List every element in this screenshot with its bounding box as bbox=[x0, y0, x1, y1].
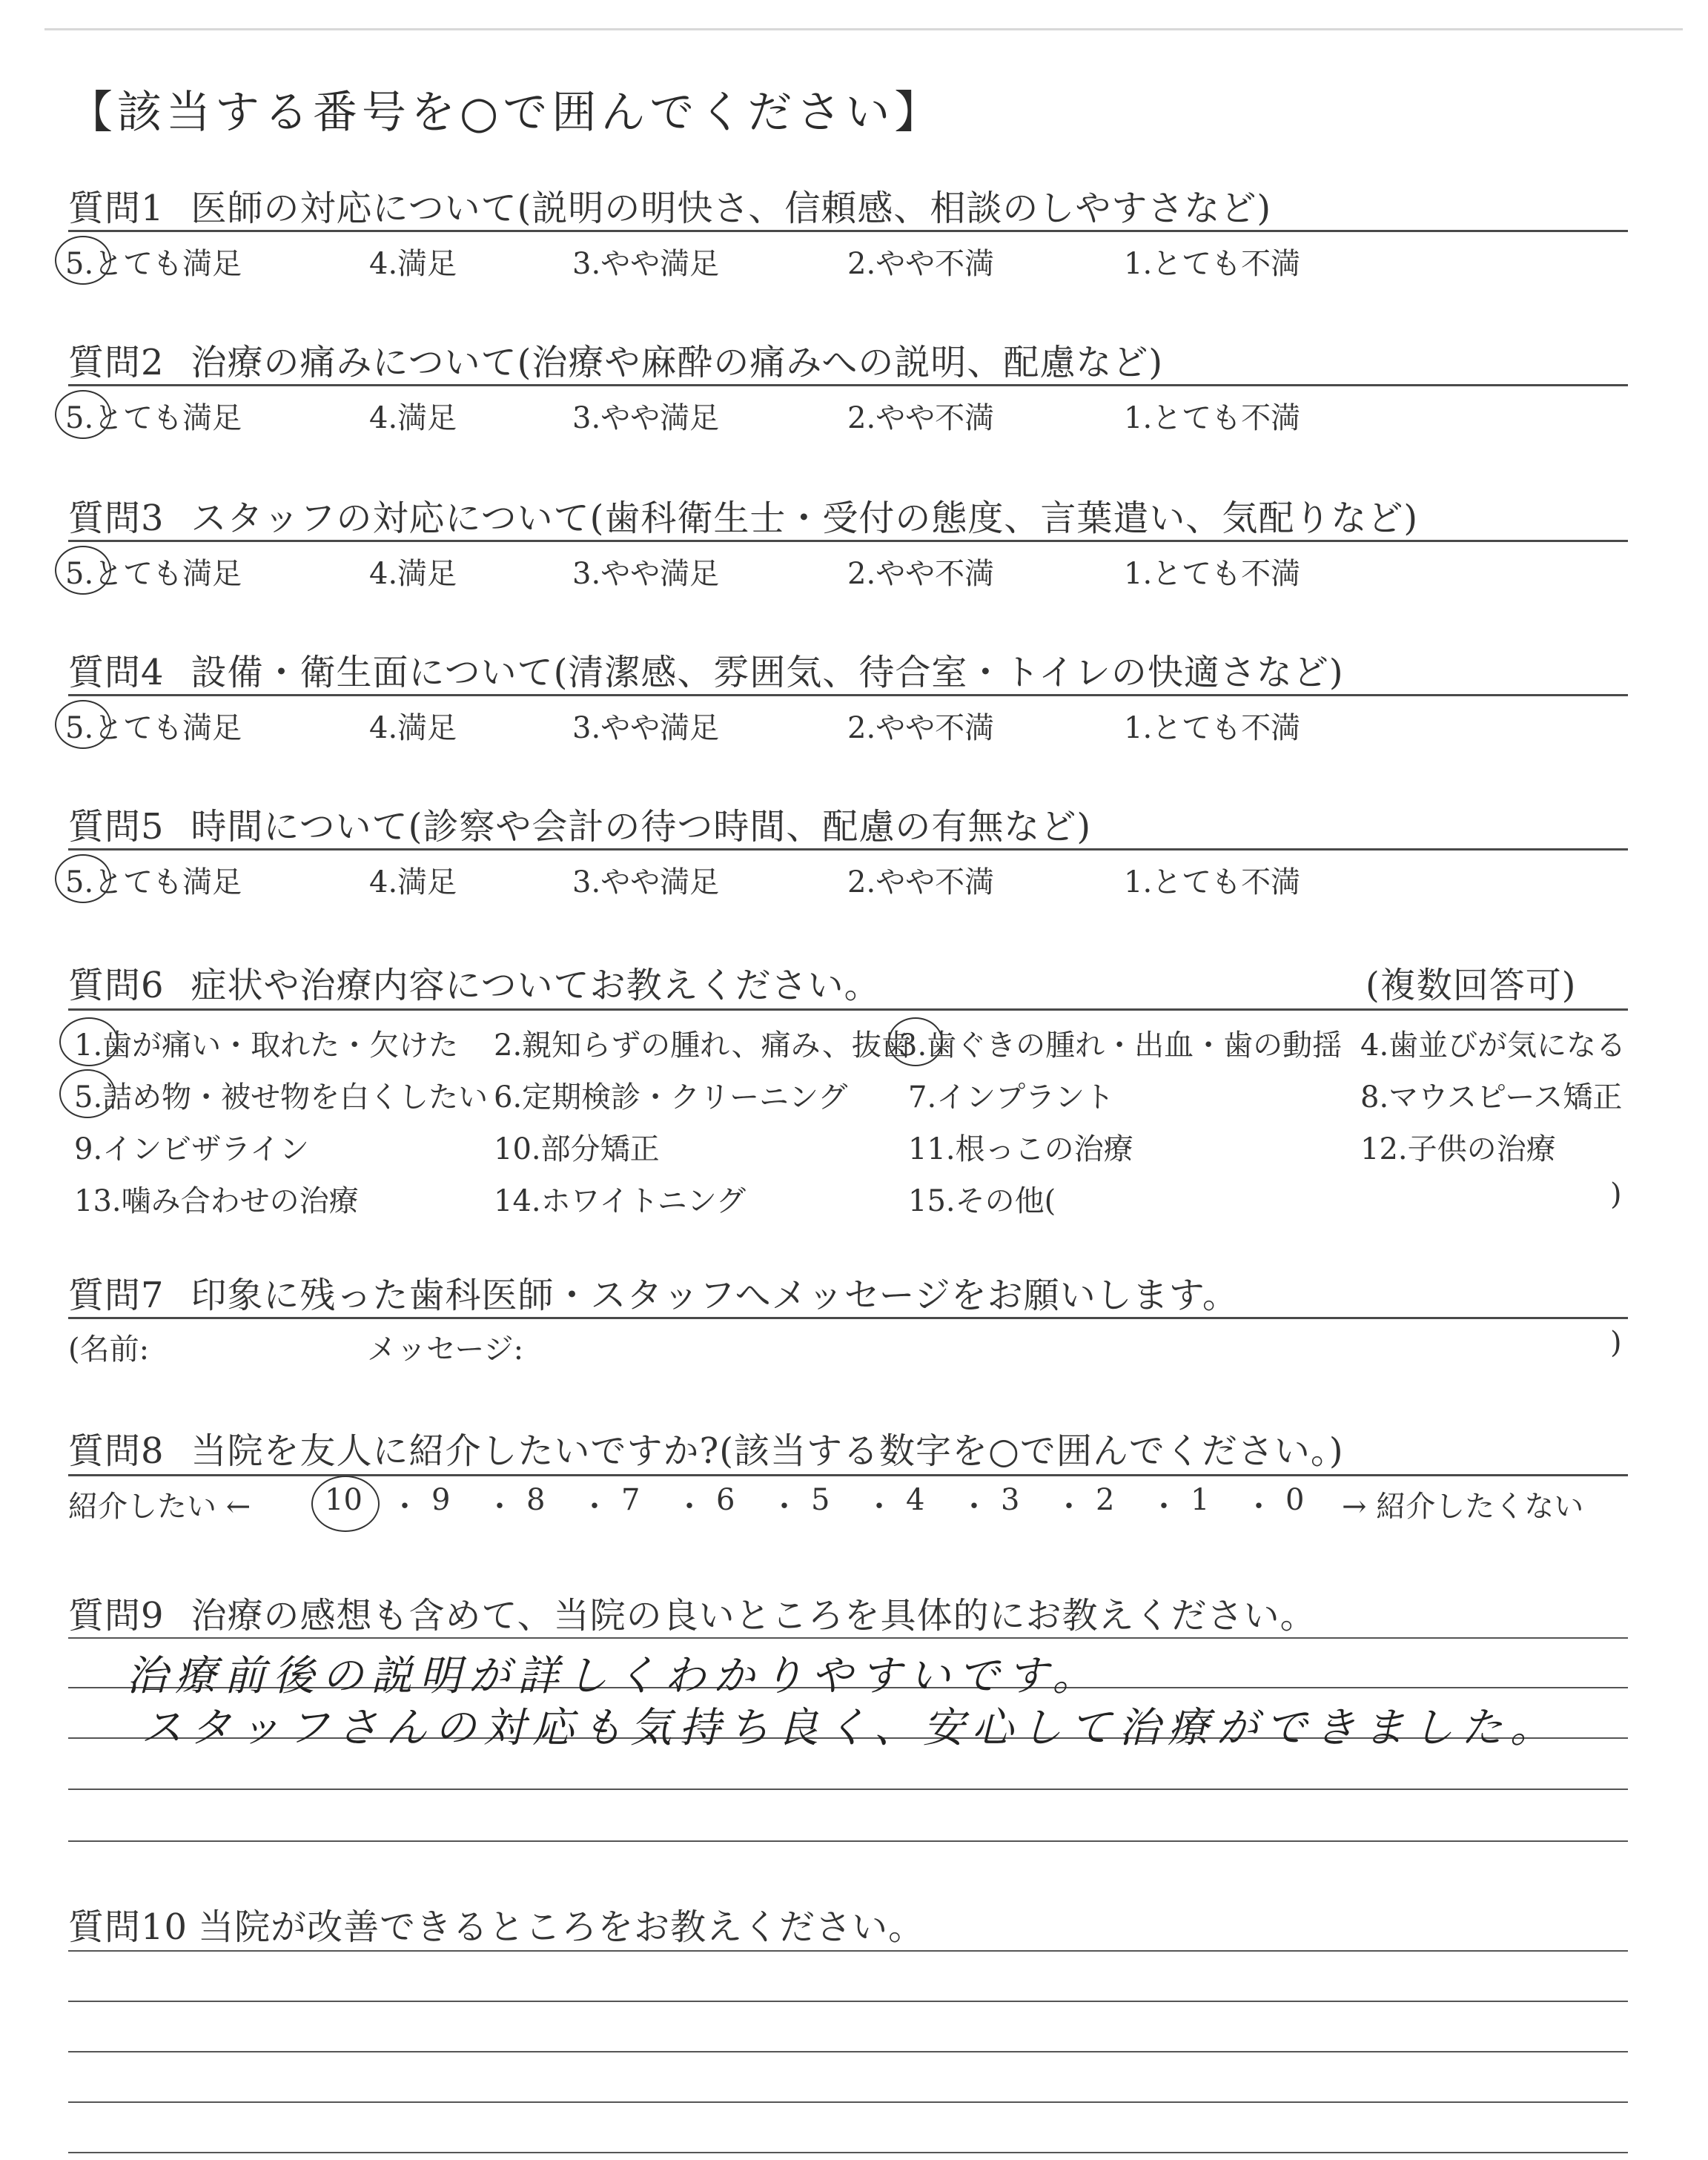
q8-scale-7[interactable]: 7 bbox=[621, 1483, 640, 1517]
q8-scale-8[interactable]: 8 bbox=[526, 1483, 546, 1517]
q3-number: 質問3 bbox=[68, 498, 165, 539]
q2-title bbox=[68, 334, 1163, 385]
q9-number: 質問9 bbox=[68, 1595, 165, 1636]
q6-option-12[interactable]: 12.子供の治療 bbox=[1360, 1132, 1556, 1166]
q8-separator-dot: ・ bbox=[1244, 1490, 1274, 1524]
q6-option-14[interactable]: 14.ホワイトニング bbox=[494, 1184, 747, 1218]
q4-circle-5 bbox=[55, 700, 111, 749]
q6-option-3[interactable]: 3.歯ぐきの腫れ・出血・歯の動揺 bbox=[898, 1028, 1343, 1063]
q6-option-7[interactable]: 7.インプラント bbox=[908, 1080, 1115, 1114]
q4-option-4[interactable]: 4.満足 bbox=[369, 711, 457, 745]
q8-scale-4[interactable]: 4 bbox=[906, 1483, 925, 1517]
q6-option-10[interactable]: 10.部分矯正 bbox=[494, 1132, 660, 1166]
q6-option-6[interactable]: 6.定期検診・クリーニング bbox=[494, 1080, 848, 1114]
q5-circle-5 bbox=[55, 854, 111, 903]
q7-rule bbox=[68, 1317, 1628, 1319]
q6-option-8[interactable]: 8.マウスピース矯正 bbox=[1360, 1080, 1623, 1114]
q8-scale-3[interactable]: 3 bbox=[1001, 1483, 1020, 1517]
q6-option-15[interactable]: 15.その他( bbox=[908, 1184, 1056, 1218]
form-header: 【該当する番号を○で囲んでください】 bbox=[68, 87, 944, 139]
q10-number: 質問10 bbox=[68, 1906, 188, 1948]
q6-text: 症状や治療内容についてお教えください。 bbox=[191, 965, 881, 1006]
q1-title bbox=[68, 179, 1271, 231]
q4-option-5[interactable]: 5.とても満足 bbox=[65, 711, 242, 745]
q2-option-1[interactable]: 1.とても不満 bbox=[1124, 401, 1301, 435]
q6-multiple-note: (複数回答可) bbox=[1366, 965, 1577, 1006]
q9-line-1 bbox=[68, 1637, 1628, 1639]
q6-option-2[interactable]: 2.親知らずの腫れ、痛み、抜歯 bbox=[494, 1028, 911, 1063]
q5-number: 質問5 bbox=[68, 806, 165, 848]
q3-option-5[interactable]: 5.とても満足 bbox=[65, 557, 242, 591]
q8-rule bbox=[68, 1474, 1628, 1476]
q6-option-11[interactable]: 11.根っこの治療 bbox=[908, 1132, 1133, 1166]
q3-option-2[interactable]: 2.やや不満 bbox=[847, 557, 995, 591]
q10-line-5 bbox=[68, 2152, 1628, 2153]
q7-number: 質問7 bbox=[68, 1275, 165, 1316]
q10-line-1 bbox=[68, 1950, 1628, 1952]
q8-scale-6[interactable]: 6 bbox=[716, 1483, 735, 1517]
q7-text: 印象に残った歯科医師・スタッフへメッセージをお願いします。 bbox=[191, 1275, 1239, 1316]
q6-circle-3 bbox=[888, 1017, 943, 1066]
q3-rule bbox=[68, 540, 1628, 542]
q3-option-4[interactable]: 4.満足 bbox=[369, 557, 457, 591]
q8-scale-1[interactable]: 1 bbox=[1191, 1483, 1210, 1517]
q10-title bbox=[68, 1898, 924, 1949]
q8-separator-dot: ・ bbox=[675, 1490, 704, 1524]
q8-separator-dot: ・ bbox=[1149, 1490, 1179, 1524]
q9-line-5 bbox=[68, 1840, 1628, 1842]
q6-number: 質問6 bbox=[68, 965, 165, 1006]
q8-title bbox=[68, 1422, 1344, 1473]
q4-number: 質問4 bbox=[68, 652, 165, 693]
q2-option-3[interactable]: 3.やや満足 bbox=[572, 401, 720, 435]
q4-rule bbox=[68, 694, 1628, 696]
q8-text: 当院を友人に紹介したいですか?(該当する数字を○で囲んでください。) bbox=[191, 1430, 1344, 1472]
q8-circle-10 bbox=[311, 1476, 380, 1532]
q10-line-2 bbox=[68, 2001, 1628, 2002]
q5-option-1[interactable]: 1.とても不満 bbox=[1124, 865, 1301, 899]
q6-circle-5 bbox=[59, 1069, 116, 1118]
q4-option-2[interactable]: 2.やや不満 bbox=[847, 711, 995, 745]
q8-scale-5[interactable]: 5 bbox=[811, 1483, 830, 1517]
q8-left-label: 紹介したい ← bbox=[68, 1490, 251, 1524]
q8-number: 質問8 bbox=[68, 1430, 165, 1472]
q1-option-2[interactable]: 2.やや不満 bbox=[847, 247, 995, 281]
q2-option-2[interactable]: 2.やや不満 bbox=[847, 401, 995, 435]
q1-rule bbox=[68, 230, 1628, 232]
q5-option-4[interactable]: 4.満足 bbox=[369, 865, 457, 899]
q6-option-1[interactable]: 1.歯が痛い・取れた・欠けた bbox=[74, 1028, 459, 1063]
q5-option-3[interactable]: 3.やや満足 bbox=[572, 865, 720, 899]
q4-title bbox=[68, 644, 1344, 695]
q5-title bbox=[68, 798, 1091, 849]
q7-title bbox=[68, 1266, 1239, 1318]
q2-rule bbox=[68, 384, 1628, 386]
q8-separator-dot: ・ bbox=[769, 1490, 799, 1524]
q6-option-9[interactable]: 9.インビザライン bbox=[74, 1132, 309, 1166]
q1-circle-5 bbox=[55, 236, 111, 285]
q1-option-5[interactable]: 5.とても満足 bbox=[65, 247, 242, 281]
q8-separator-dot: ・ bbox=[864, 1490, 894, 1524]
q4-option-1[interactable]: 1.とても不満 bbox=[1124, 711, 1301, 745]
q6-other-close: ) bbox=[1610, 1178, 1622, 1212]
q2-option-4[interactable]: 4.満足 bbox=[369, 401, 457, 435]
q8-scale-9[interactable]: 9 bbox=[431, 1483, 451, 1517]
q10-line-3 bbox=[68, 2051, 1628, 2052]
q9-handwritten-line-2: スタッフさんの対応も気持ち良く、安心して治療ができました。 bbox=[141, 1704, 1559, 1752]
q8-right-label: → 紹介したくない bbox=[1342, 1490, 1584, 1524]
q9-line-4 bbox=[68, 1789, 1628, 1790]
q1-option-4[interactable]: 4.満足 bbox=[369, 247, 457, 281]
q10-text: 当院が改善できるところをお教えください。 bbox=[198, 1906, 925, 1948]
q5-option-5[interactable]: 5.とても満足 bbox=[65, 865, 242, 899]
q6-option-4[interactable]: 4.歯並びが気になる bbox=[1360, 1028, 1626, 1063]
q3-title bbox=[68, 489, 1418, 541]
q3-text: スタッフの対応について(歯科衛生士・受付の態度、言葉遣い、気配りなど) bbox=[191, 498, 1419, 539]
q8-separator-dot: ・ bbox=[1054, 1490, 1084, 1524]
q7-close-paren: ) bbox=[1610, 1326, 1622, 1360]
q8-separator-dot: ・ bbox=[390, 1490, 420, 1524]
q3-circle-5 bbox=[55, 546, 111, 595]
q4-text: 設備・衛生面について(清潔感、雰囲気、待合室・トイレの快適さなど) bbox=[191, 652, 1344, 693]
q1-text: 医師の対応について(説明の明快さ、信頼感、相談のしやすさなど) bbox=[191, 188, 1272, 229]
q10-line-4 bbox=[68, 2101, 1628, 2103]
q7-name-label: (名前: bbox=[68, 1332, 150, 1367]
q9-handwritten-line-1: 治療前後の説明が詳しくわかりやすいです。 bbox=[126, 1652, 1102, 1700]
q7-message-label: メッセージ: bbox=[367, 1332, 524, 1367]
q5-text: 時間について(診察や会計の待つ時間、配慮の有無など) bbox=[191, 806, 1092, 848]
q8-separator-dot: ・ bbox=[485, 1490, 514, 1524]
q8-separator-dot: ・ bbox=[959, 1490, 989, 1524]
q2-option-5[interactable]: 5.とても満足 bbox=[65, 401, 242, 435]
q5-rule bbox=[68, 848, 1628, 851]
q9-text: 治療の感想も含めて、当院の良いところを具体的にお教えください。 bbox=[191, 1595, 1317, 1636]
q2-number: 質問2 bbox=[68, 342, 165, 383]
q4-option-3[interactable]: 3.やや満足 bbox=[572, 711, 720, 745]
q2-circle-5 bbox=[55, 390, 111, 439]
q1-option-1[interactable]: 1.とても不満 bbox=[1124, 247, 1301, 281]
q6-option-5[interactable]: 5.詰め物・被せ物を白くしたい bbox=[74, 1080, 489, 1114]
q6-option-13[interactable]: 13.噛み合わせの治療 bbox=[74, 1184, 359, 1218]
top-edge-line bbox=[44, 28, 1683, 30]
q8-scale-0[interactable]: 0 bbox=[1285, 1483, 1305, 1517]
q9-title bbox=[68, 1587, 1317, 1638]
q3-option-1[interactable]: 1.とても不満 bbox=[1124, 557, 1301, 591]
q6-rule bbox=[68, 1008, 1628, 1011]
q6-title bbox=[68, 957, 881, 1008]
q6-circle-1 bbox=[59, 1017, 119, 1066]
q1-number: 質問1 bbox=[68, 188, 165, 229]
q1-option-3[interactable]: 3.やや満足 bbox=[572, 247, 720, 281]
q8-separator-dot: ・ bbox=[580, 1490, 609, 1524]
q5-option-2[interactable]: 2.やや不満 bbox=[847, 865, 995, 899]
q8-scale-10[interactable]: 10 bbox=[325, 1483, 363, 1517]
q2-text: 治療の痛みについて(治療や麻酔の痛みへの説明、配慮など) bbox=[191, 342, 1164, 383]
q3-option-3[interactable]: 3.やや満足 bbox=[572, 557, 720, 591]
q8-scale-2[interactable]: 2 bbox=[1096, 1483, 1115, 1517]
